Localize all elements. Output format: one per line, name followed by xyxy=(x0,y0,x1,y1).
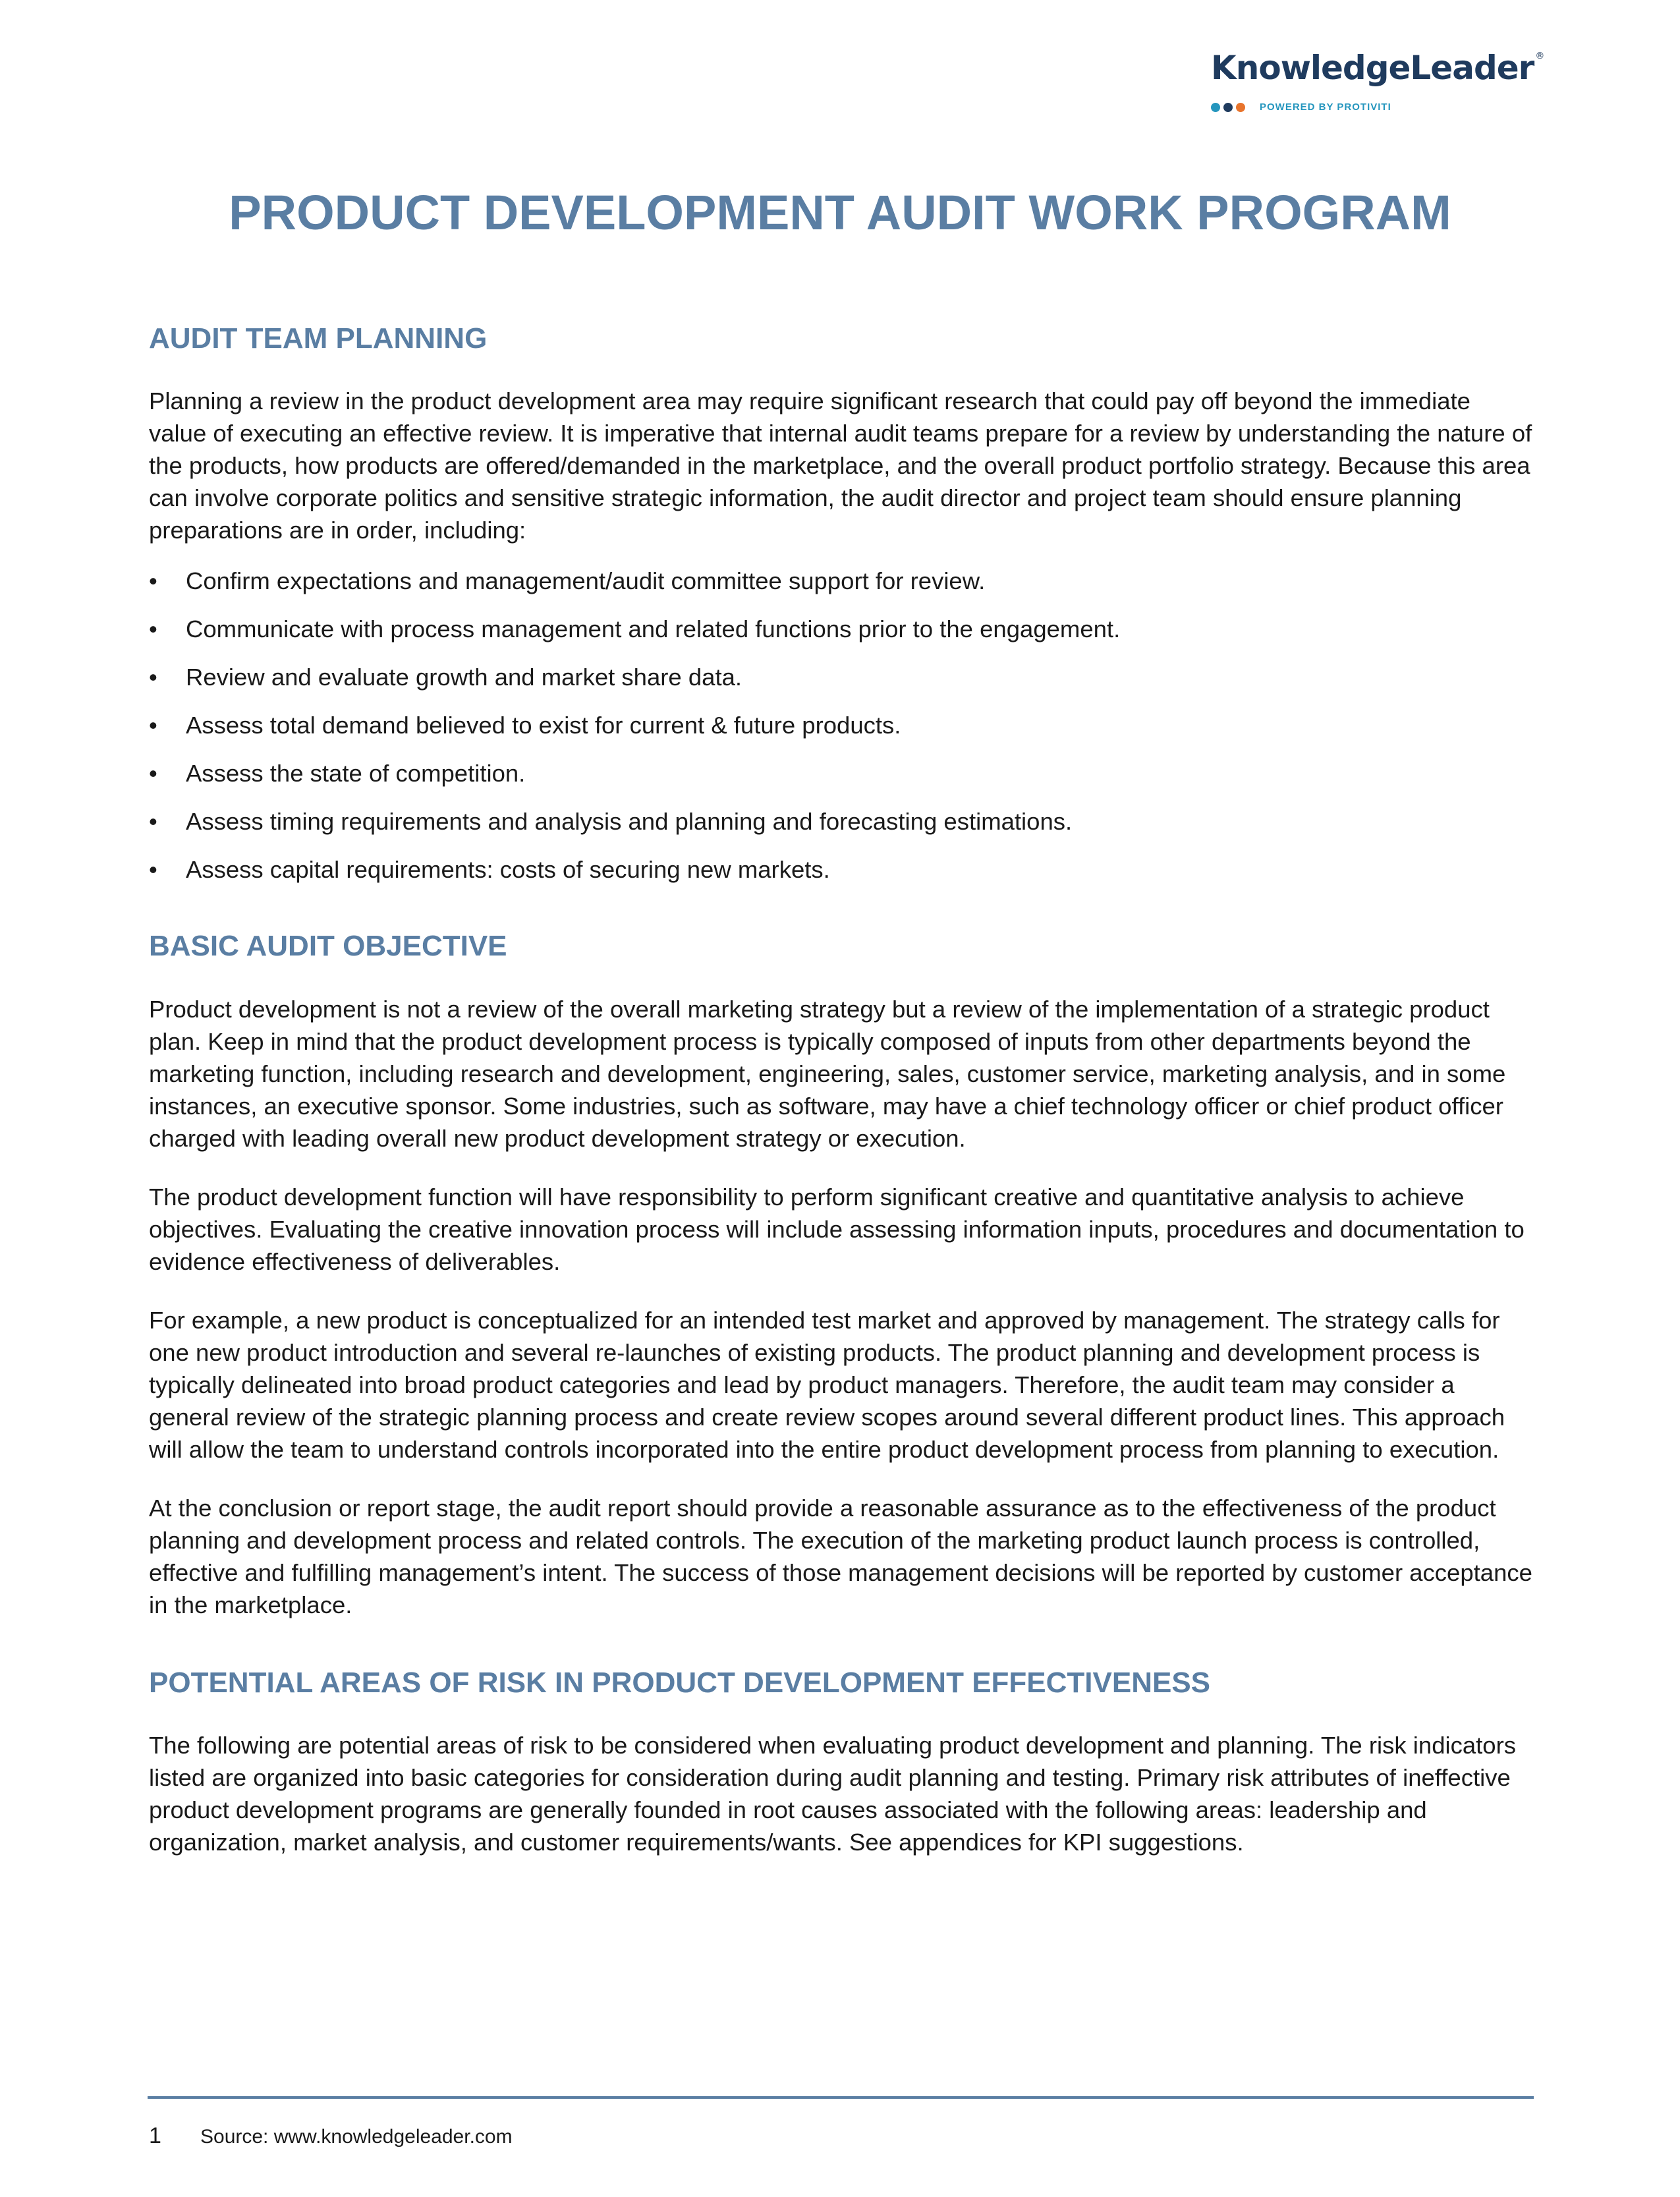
document-body xyxy=(149,323,1532,1885)
list-item-text: Confirm expectations and management/audit committee support for review. xyxy=(186,567,986,595)
section-heading-risk: POTENTIAL AREAS OF RISK IN PRODUCT DEVELOPMENT EFFECTIVENESS xyxy=(149,1666,1211,1699)
page-number: 1 xyxy=(149,2123,161,2148)
logo-dot-navy xyxy=(1223,103,1233,112)
registered-mark: ® xyxy=(1535,51,1544,61)
page-footer xyxy=(149,2123,513,2149)
logo-dots-icon xyxy=(1211,103,1245,112)
objective-paragraph-3: For example, a new product is conceptualized for an intended test market and approved by management. The strategy calls for one new product introduction and several re-launches of existing products. The product planning and development process is typically delineated into broad product categories and lead by product managers. Therefore, the audit team may consider a general review of the strategic planning process and create review scopes around several different product lines. This approach will allow the team to understand controls incorporated into the entire product development process from planning to execution. xyxy=(149,1306,1505,1463)
list-item xyxy=(149,805,1532,838)
footer-source: Source: www.knowledgeleader.com xyxy=(200,2126,513,2148)
bullet-marker: • xyxy=(149,567,157,595)
bullet-marker: • xyxy=(149,856,157,884)
bullet-marker: • xyxy=(149,615,157,643)
planning-bullet-list xyxy=(149,565,1532,886)
objective-paragraph-2: The product development function will have responsibility to perform significant creative and quantitative analysis to achieve objectives. Evaluating the creative innovation process will include assessing information inputs, procedures and documentation to evidence effectiveness of deliverables. xyxy=(149,1183,1525,1275)
planning-intro-paragraph: Planning a review in the product development area may require significant research that could pay off beyond the immediate value of executing an effective review. It is imperative that internal audit teams prepare for a review by understanding the nature of the products, how products are offered/demanded in the marketplace, and the overall product portfolio strategy. Because this area can involve corporate politics and sensitive strategic information, the audit director and project team should ensure planning preparations are in order, including: xyxy=(149,387,1532,544)
objective-paragraph-4: At the conclusion or report stage, the audit report should provide a reasonable assurance as to the effectiveness of the product planning and development process and related controls. The execution of the marketing product launch process is controlled, effective and fulfilling management’s intent. The success of those management decisions will be reported by customer acceptance in the marketplace. xyxy=(149,1494,1532,1618)
section-heading-planning: AUDIT TEAM PLANNING xyxy=(149,322,488,355)
list-item-text: Assess the state of competition. xyxy=(186,760,526,787)
list-item xyxy=(149,565,1532,597)
list-item xyxy=(149,613,1532,645)
risk-paragraph: The following are potential areas of risk to be considered when evaluating product development and planning. The risk indicators listed are organized into basic categories for consideration during audit planning and testing. Primary risk attributes of ineffective product development programs are generally founded in root causes associated with the following areas: leadership and organization, market analysis, and customer requirements/wants. See appendices for KPI suggestions. xyxy=(149,1732,1516,1856)
section-heading-objective: BASIC AUDIT OBJECTIVE xyxy=(149,930,507,963)
list-item xyxy=(149,757,1532,789)
footer-divider xyxy=(148,2096,1534,2099)
bullet-marker: • xyxy=(149,712,157,739)
logo-tagline: POWERED BY PROTIVITI xyxy=(1260,101,1391,113)
list-item xyxy=(149,853,1532,886)
section-potential-areas-of-risk xyxy=(149,1667,1532,1858)
list-item-text: Assess capital requirements: costs of securing new markets. xyxy=(186,856,830,884)
bullet-marker: • xyxy=(149,664,157,691)
knowledgeleader-logo xyxy=(1211,49,1544,113)
section-audit-team-planning xyxy=(149,323,1532,886)
document-title: PRODUCT DEVELOPMENT AUDIT WORK PROGRAM xyxy=(229,185,1451,240)
logo-dot-blue xyxy=(1211,103,1220,112)
bullet-marker: • xyxy=(149,760,157,787)
list-item-text: Review and evaluate growth and market share data. xyxy=(186,664,742,691)
section-basic-audit-objective xyxy=(149,930,1532,1620)
bullet-marker: • xyxy=(149,808,157,836)
list-item-text: Communicate with process management and related functions prior to the engagement. xyxy=(186,615,1121,643)
list-item xyxy=(149,661,1532,693)
list-item xyxy=(149,709,1532,741)
list-item-text: Assess total demand believed to exist for current & future products. xyxy=(186,712,901,739)
objective-paragraph-1: Product development is not a review of the overall marketing strategy but a review of the implementation of a strategic product plan. Keep in mind that the product development process is typically composed of inputs from other departments beyond the marketing function, including research and development, engineering, sales, customer service, marketing analysis, and in some instances, an executive sponsor. Some industries, such as software, may have a chief technology officer or chief product officer charged with leading overall new product development strategy or execution. xyxy=(149,995,1506,1152)
logo-text: KnowledgeLeader xyxy=(1211,49,1534,87)
list-item-text: Assess timing requirements and analysis and planning and forecasting estimations. xyxy=(186,808,1073,836)
logo-dot-orange xyxy=(1236,103,1245,112)
